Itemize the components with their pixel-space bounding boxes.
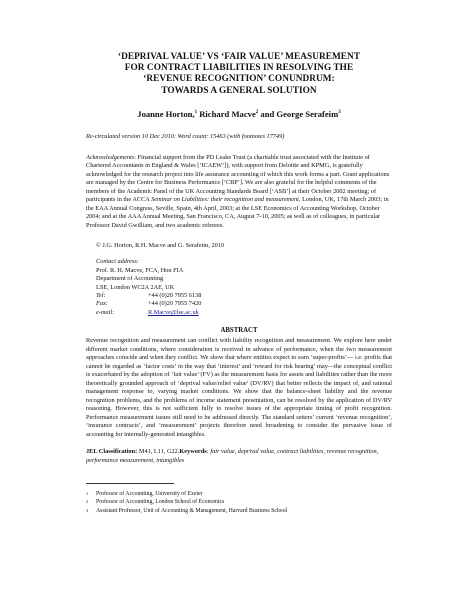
footnote-2 bbox=[86, 498, 392, 506]
title-line-3: ‘REVENUE RECOGNITION’ CONUNDRUM: bbox=[143, 74, 335, 85]
abstract-text: Revenue recognition and measurement can conflict with liability recognition and measurement. We explore here under different market conditions, where consideration is received in advance of performance, when the two measurement approaches coincide and when they conflict. We show that where entities expect to earn ‘super-profits’— i.e. profits that cannot be regarded as ‘factor costs’ in the way that ‘interest’ and ‘reward for risk bearing’ may—the conceptual conflict is exacerbated by the adoption of ‘fair value’ (FV) as the measurement basis for assets and liabilities rather than the more theoretically grounded approach of ‘deprival value/relief value’ (DV/RV) that better reflects the impact of, and rational management response to, varying market conditions. We show that the balance-sheet liability and the revenue recognition problems, and the problems of income statement presentation, can be resolved by the application of DV/RV reasoning. However, this is not sufficient fully to resolve issues of the appropriate timing of profit recognition. Performance measurement issues still need to be addressed directly. The standard setters’ current ‘revenue recognition’, ‘insurance contracts’, and ‘measurement’ projects therefore need broadening to consider the pervasive issue of accounting for internally-generated intangibles. bbox=[86, 337, 392, 438]
email-link[interactable]: R.Macve@lse.ac.uk bbox=[148, 308, 199, 316]
contact-organisation: LSE, London WC2A 2AE, UK bbox=[96, 283, 175, 291]
footnote-1 bbox=[86, 490, 392, 498]
title-line-2: FOR CONTRACT LIABILITIES IN RESOLVING THE bbox=[124, 63, 354, 74]
author-3: and George Serafeim bbox=[258, 108, 339, 119]
contact-fax-row bbox=[96, 300, 392, 308]
title-line-4: TOWARDS A GENERAL SOLUTION bbox=[161, 85, 317, 96]
footnote-3-text: Assistant Professor, Unit of Accounting & Management, Harvard Business School bbox=[96, 507, 288, 514]
keywords-text: : fair value, deprival value, contract liabilities, revenue recognition, performance measurement, intangibles bbox=[86, 448, 379, 464]
contact-department: Department of Accounting bbox=[96, 275, 164, 283]
keywords-label: Keywords bbox=[179, 448, 207, 456]
acknowledgements-label: Acknowledgements bbox=[86, 153, 135, 161]
author-2-footnote-mark: 2 bbox=[255, 109, 259, 115]
contact-address bbox=[96, 258, 392, 317]
acknowledgements-text-1: : Financial support from the PD Leake Trust (a charitable trust associated with the Institute of Chartered Accountants in England & Wales [‘ICAEW’]), with support from Deloitte and KPMG, is gratefully acknowledged for the research project into life assurance accounting of which this work forms a part. Grant applications are managed by the Centre for Business Performance [‘CBP’]. We are also grateful for the helpful comments of the members of the Academic Panel of the UK Accounting Standards Board [‘ASB’] at their October 2002 meeting; of participants in the ACCA bbox=[86, 153, 390, 204]
jel-label: JEL Classification: bbox=[86, 448, 138, 456]
contact-heading: Contact address: bbox=[96, 258, 139, 266]
tel-label: Tel: bbox=[96, 291, 106, 299]
author-1: Joanne Horton, bbox=[137, 108, 195, 119]
jel-codes: M41, L11, G22. bbox=[137, 448, 180, 456]
jel-keywords bbox=[86, 448, 392, 465]
acknowledgements-seminar-title: Seminar on Liabilities: their recognition and measurement bbox=[151, 196, 299, 204]
footnotes bbox=[86, 490, 392, 515]
footnote-1-number: 1 bbox=[86, 491, 89, 497]
author-2: Richard Macve bbox=[197, 108, 256, 119]
footnote-3 bbox=[86, 507, 392, 515]
fax-value: +44 (0)20 7955 7420 bbox=[148, 300, 202, 308]
email-label: e-mail: bbox=[96, 308, 115, 316]
tel-value: +44 (0)20 7955 6138 bbox=[148, 291, 202, 299]
paper-title bbox=[86, 52, 392, 97]
footnote-divider bbox=[86, 483, 174, 484]
author-3-footnote-mark: 3 bbox=[338, 109, 341, 115]
author-1-footnote-mark: 1 bbox=[194, 109, 198, 115]
footnote-3-number: 3 bbox=[86, 507, 89, 513]
acknowledgements bbox=[86, 154, 392, 231]
author-list bbox=[86, 109, 392, 119]
contact-tel-row bbox=[96, 292, 392, 300]
copyright-notice: © J.G. Horton, R.H. Macve and G. Serafeim, 2010 bbox=[96, 242, 225, 250]
footnote-2-number: 2 bbox=[86, 499, 89, 505]
abstract-heading: ABSTRACT bbox=[220, 327, 258, 335]
footnote-1-text: Professor of Accounting, University of Exeter bbox=[96, 491, 203, 498]
revision-note: Re-circulated version 10 Dec 2010: Word count: 15463 (with footnotes 17749) bbox=[86, 132, 285, 140]
footnote-2-text: Professor of Accounting, London School of Economics bbox=[96, 499, 225, 506]
fax-label: Fax: bbox=[96, 300, 108, 308]
contact-email-row bbox=[96, 309, 392, 317]
contact-name: Prof. R. H. Macve, FCA, Hon FIA bbox=[96, 266, 184, 274]
title-line-1: ‘DEPRIVAL VALUE’ VS ‘FAIR VALUE’ MEASUREMENT bbox=[117, 52, 361, 62]
acknowledgements-text-2: , London, UK, 17th March 2003; in the EAA Annual Congress, Seville, Spain, 4th April, 2003; at the LSE Economics of Accounting Workshop, October 2004; and at the AAA Annual Meeting, San Francisco, CA, August 7-10, 2005; as well as of colleagues, in particular Professor David Gwilliam, and two academic referees. bbox=[86, 196, 389, 229]
